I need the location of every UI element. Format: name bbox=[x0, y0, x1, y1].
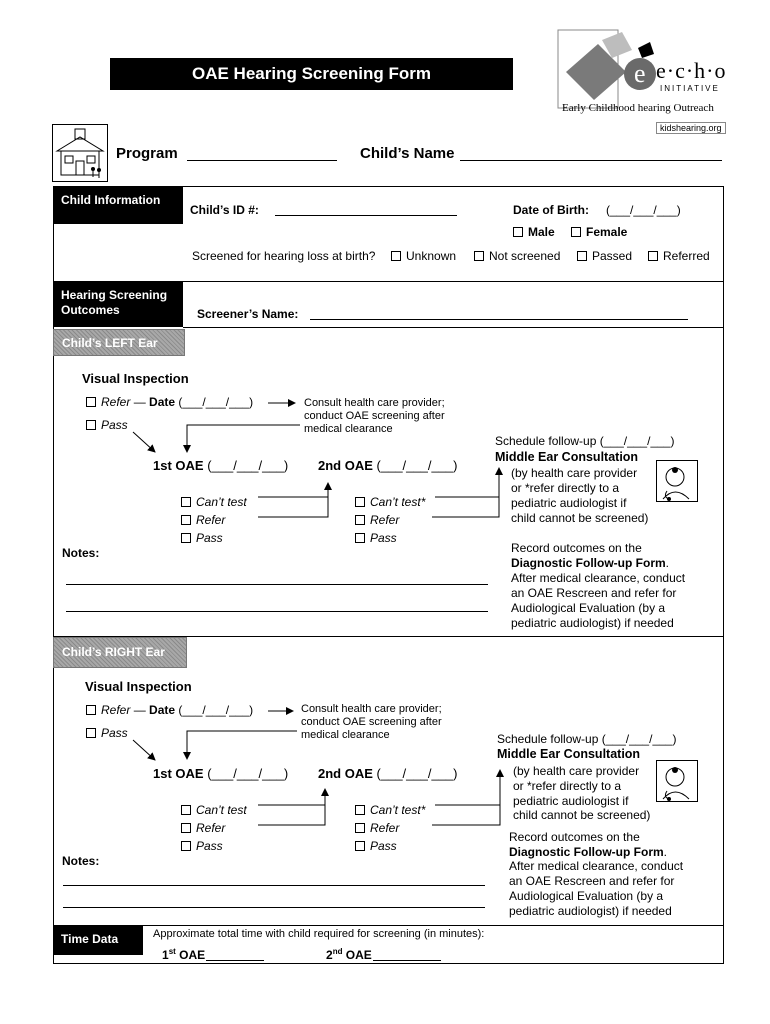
ordinal-number: 1 bbox=[162, 948, 169, 962]
option-label: Unknown bbox=[406, 249, 457, 263]
mec-text: child cannot be screened) bbox=[511, 511, 649, 525]
record-text: After medical clearance, conduct bbox=[511, 571, 686, 585]
male-label: Male bbox=[528, 225, 555, 239]
refer-date-field[interactable]: (___/___/___) bbox=[178, 703, 254, 717]
option-label: Refer bbox=[196, 513, 226, 527]
oae-label: OAE bbox=[342, 948, 372, 962]
middle-ear-consultation-title: Middle Ear Consultation bbox=[497, 747, 641, 761]
time-data-description: Approximate total time with child required for screening (in minutes): bbox=[153, 928, 485, 940]
second-oae-date[interactable]: (___/___/___) bbox=[376, 766, 458, 781]
second-oae-time-field[interactable] bbox=[373, 960, 441, 961]
record-text: After medical clearance, conduct bbox=[509, 859, 684, 873]
schedule-followup[interactable]: Schedule follow-up (___/___/___) bbox=[497, 732, 677, 746]
option-label: Pass bbox=[370, 839, 397, 853]
option-label: Passed bbox=[592, 249, 633, 263]
mec-text: or *refer directly to a bbox=[513, 779, 622, 793]
option-label: Can’t test bbox=[196, 803, 247, 817]
notes-label: Notes: bbox=[62, 854, 100, 868]
option-label: Not screened bbox=[489, 249, 561, 263]
right-ear-header: Child’s RIGHT Ear bbox=[53, 637, 187, 668]
date-label: Date bbox=[149, 703, 176, 717]
child-information-header: Child Information bbox=[53, 186, 183, 224]
diagnostic-form-name: Diagnostic Follow-up Form bbox=[511, 556, 666, 570]
mec-text: (by health care provider bbox=[513, 764, 640, 778]
screener-name-label: Screener’s Name: bbox=[197, 307, 299, 321]
notes-label: Notes: bbox=[62, 546, 100, 560]
option-label: Referred bbox=[663, 249, 710, 263]
first-oae-label: 1st OAE bbox=[153, 458, 204, 473]
schedule-followup[interactable]: Schedule follow-up (___/___/___) bbox=[495, 434, 675, 448]
consult-text: Consult health care provider; bbox=[304, 397, 445, 409]
dob-label: Date of Birth: bbox=[513, 203, 589, 217]
record-text: an OAE Rescreen and refer for bbox=[511, 586, 677, 600]
ordinal-suffix: nd bbox=[332, 947, 343, 956]
option-label: Refer bbox=[196, 821, 226, 835]
female-label: Female bbox=[586, 225, 628, 239]
option-label: Pass bbox=[196, 839, 223, 853]
time-data-header: Time Data bbox=[53, 925, 143, 955]
logo-echo-text: e·c·h·o bbox=[656, 58, 727, 83]
record-text: Audiological Evaluation (by a bbox=[511, 601, 666, 615]
second-oae-date[interactable]: (___/___/___) bbox=[376, 458, 458, 473]
first-oae-date[interactable]: (___/___/___) bbox=[207, 458, 289, 473]
record-text: pediatric audiologist) if needed bbox=[511, 616, 674, 630]
logo-tagline: Early Childhood hearing Outreach bbox=[562, 102, 714, 114]
svg-text:e: e bbox=[634, 59, 646, 88]
option-label: Can’t test bbox=[196, 495, 247, 509]
ordinal-suffix: st bbox=[168, 947, 176, 956]
option-label: Refer bbox=[370, 513, 400, 527]
visual-inspection-heading: Visual Inspection bbox=[85, 679, 192, 694]
mec-text: or *refer directly to a bbox=[511, 481, 620, 495]
mec-text: pediatric audiologist if bbox=[511, 496, 627, 510]
mec-text: pediatric audiologist if bbox=[513, 794, 629, 808]
oae-label: OAE bbox=[175, 948, 206, 962]
logo-site: kidshearing.org bbox=[656, 122, 726, 134]
visual-inspection-heading: Visual Inspection bbox=[82, 371, 189, 386]
diagnostic-form-name: Diagnostic Follow-up Form bbox=[509, 845, 664, 859]
dob-field[interactable]: (___/___/___) bbox=[606, 203, 681, 217]
record-text: Record outcomes on the bbox=[511, 541, 642, 555]
childs-name-label: Child’s Name bbox=[360, 145, 455, 162]
consult-text: Consult health care provider; bbox=[301, 703, 442, 715]
refer-date-field[interactable]: (___/___/___) bbox=[178, 395, 254, 409]
option-label: Pass bbox=[196, 531, 223, 545]
consult-text: medical clearance bbox=[304, 423, 393, 435]
first-oae-date[interactable]: (___/___/___) bbox=[207, 766, 289, 781]
form-title: OAE Hearing Screening Form bbox=[110, 58, 513, 90]
pass-label: Pass bbox=[101, 726, 128, 740]
consult-text: conduct OAE screening after bbox=[304, 410, 445, 422]
record-text: Record outcomes on the bbox=[509, 830, 640, 844]
first-oae-label: 1st OAE bbox=[153, 766, 204, 781]
mec-text: (by health care provider bbox=[511, 466, 638, 480]
option-label: Can’t test* bbox=[370, 495, 426, 509]
option-label: Can’t test* bbox=[370, 803, 426, 817]
left-ear-header: Child’s LEFT Ear bbox=[53, 329, 185, 356]
child-id-label: Child’s ID #: bbox=[190, 203, 259, 217]
header-line: Outcomes bbox=[61, 303, 120, 317]
first-oae-time bbox=[162, 947, 205, 962]
period: . bbox=[665, 556, 670, 570]
second-oae-label: 2nd OAE bbox=[318, 766, 373, 781]
dash: — bbox=[133, 395, 146, 409]
date-label: Date bbox=[149, 395, 176, 409]
option-label: Pass bbox=[370, 531, 397, 545]
mec-text: child cannot be screened) bbox=[513, 808, 651, 822]
consult-text: medical clearance bbox=[301, 729, 390, 741]
consult-text: conduct OAE screening after bbox=[301, 716, 442, 728]
second-oae-time bbox=[326, 947, 372, 962]
record-text: an OAE Rescreen and refer for bbox=[509, 874, 675, 888]
dash: — bbox=[133, 703, 146, 717]
period: . bbox=[663, 845, 668, 859]
record-text: Audiological Evaluation (by a bbox=[509, 889, 664, 903]
ordinal-number: 2 bbox=[326, 948, 333, 962]
refer-label: Refer bbox=[101, 395, 131, 409]
header-line: Hearing Screening bbox=[61, 288, 168, 302]
screened-at-birth-label: Screened for hearing loss at birth? bbox=[192, 249, 376, 263]
record-text: pediatric audiologist) if needed bbox=[509, 904, 672, 918]
refer-label: Refer bbox=[101, 703, 131, 717]
program-label: Program bbox=[116, 145, 178, 162]
pass-label: Pass bbox=[101, 418, 128, 432]
middle-ear-consultation-title: Middle Ear Consultation bbox=[495, 450, 639, 464]
second-oae-label: 2nd OAE bbox=[318, 458, 373, 473]
logo-initiative: INITIATIVE bbox=[660, 84, 720, 93]
option-label: Refer bbox=[370, 821, 400, 835]
first-oae-time-field[interactable] bbox=[206, 960, 264, 961]
